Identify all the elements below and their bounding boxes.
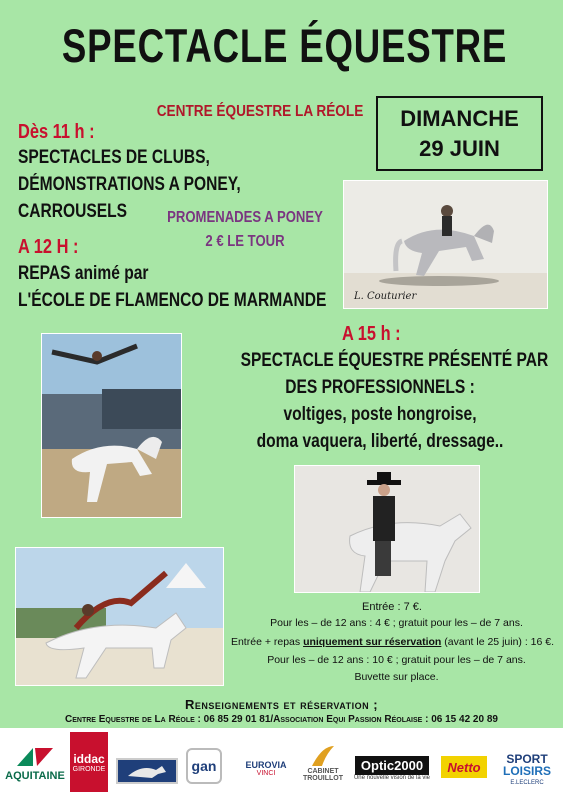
logo-optic-text: Optic2000	[355, 756, 429, 775]
horse-emblem-icon	[122, 762, 172, 780]
contact-heading: Renseignements et réservation ;	[184, 697, 379, 712]
logo-ca-text: AQUITAINE	[5, 770, 65, 782]
price-entry-reduced: Pour les – de 12 ans : 4 € ; gratuit pour les – de 7 ans.	[270, 617, 523, 629]
logo-sport-3: E.LECLERC	[510, 780, 544, 786]
logo-optic2000	[348, 746, 436, 790]
logo-credit-agricole	[4, 732, 66, 792]
schedule-15h-line-3: voltiges, poste hongroise,	[283, 404, 477, 425]
contact-line: Centre Equestre de La Réole : 06 85 29 01 81/Association Equi Passion Réolaise : 06 15 42 20 89	[65, 714, 498, 725]
price-meal-prefix: Entrée + repas	[230, 636, 304, 648]
logo-optic-sub: Une nouvelle vision de la vie	[353, 774, 431, 781]
pony-rides-label: PROMENADES A PONEY	[167, 209, 323, 226]
date-box	[376, 96, 543, 171]
photo-dressage-rider	[343, 180, 548, 309]
price-meal-reduced: Pour les – de 12 ans : 10 € ; gratuit pour les – de 7 ans.	[267, 654, 526, 666]
schedule-11h-line-2: DÉMONSTRATIONS A PONEY,	[18, 174, 241, 195]
price-meal-suffix: (avant le 25 juin) : 16 €.	[441, 636, 555, 648]
page-title: SPECTACLE ÉQUESTRE	[61, 19, 508, 72]
logo-cabinet-trouillot	[302, 736, 344, 790]
logo-eurovia	[238, 748, 294, 788]
schedule-15h-line-1: SPECTACLE ÉQUESTRE PRÉSENTÉ PAR	[240, 350, 549, 371]
photo-voltige-horse	[15, 547, 224, 686]
wing-icon	[310, 744, 336, 768]
time-12h: A 12 H :	[18, 236, 79, 258]
pony-rides-price: 2 € LE TOUR	[205, 233, 285, 250]
organizer-subtitle: CENTRE ÉQUESTRE LA RÉOLE	[156, 103, 364, 120]
photo-voltige-jump	[41, 333, 182, 518]
logo-iddac-text: iddac	[73, 751, 105, 766]
time-15h: A 15 h :	[342, 323, 401, 345]
schedule-12h-line-1: REPAS animé par	[18, 263, 149, 284]
bar-info: Buvette sur place.	[354, 671, 439, 683]
logo-sport-2: LOISIRS	[502, 764, 551, 778]
schedule-15h-line-2: DES PROFESSIONNELS :	[285, 377, 475, 398]
schedule-11h-line-1: SPECTACLES DE CLUBS,	[18, 147, 210, 168]
logo-cabinet-2: TROUILLOT	[302, 775, 344, 782]
logo-sport-1: SPORT	[506, 752, 548, 766]
logo-sport-loisirs	[494, 750, 560, 792]
date-date: 29 JUIN	[419, 136, 500, 161]
schedule-11h-line-3: CARROUSELS	[18, 201, 128, 222]
photo-credit: L. Couturier	[354, 291, 417, 302]
price-meal-highlight: uniquement sur réservation	[303, 636, 442, 648]
date-day: DIMANCHE	[400, 106, 519, 131]
logo-iddac	[70, 732, 108, 792]
credit-agricole-icon	[13, 742, 57, 770]
logo-eurovia-text: EUROVIA	[245, 759, 287, 770]
logo-netto: Netto	[441, 756, 487, 778]
logo-iddac-sub: GIRONDE	[72, 765, 106, 773]
time-11h: Dès 11 h :	[18, 121, 95, 143]
logo-cabinet-1: CABINET	[307, 768, 339, 775]
price-entry: Entrée : 7 €.	[362, 601, 422, 613]
schedule-12h-line-2: L'ÉCOLE DE FLAMENCO DE MARMANDE	[18, 290, 327, 311]
logo-equestrian-committee	[116, 758, 178, 784]
logo-gan: gan	[186, 748, 222, 784]
schedule-15h-line-4: doma vaquera, liberté, dressage..	[256, 431, 504, 452]
price-meal	[222, 636, 563, 648]
logo-eurovia-sub: VINCI	[256, 769, 276, 777]
sponsor-band	[0, 728, 563, 797]
photo-doma-vaquera	[294, 465, 480, 593]
